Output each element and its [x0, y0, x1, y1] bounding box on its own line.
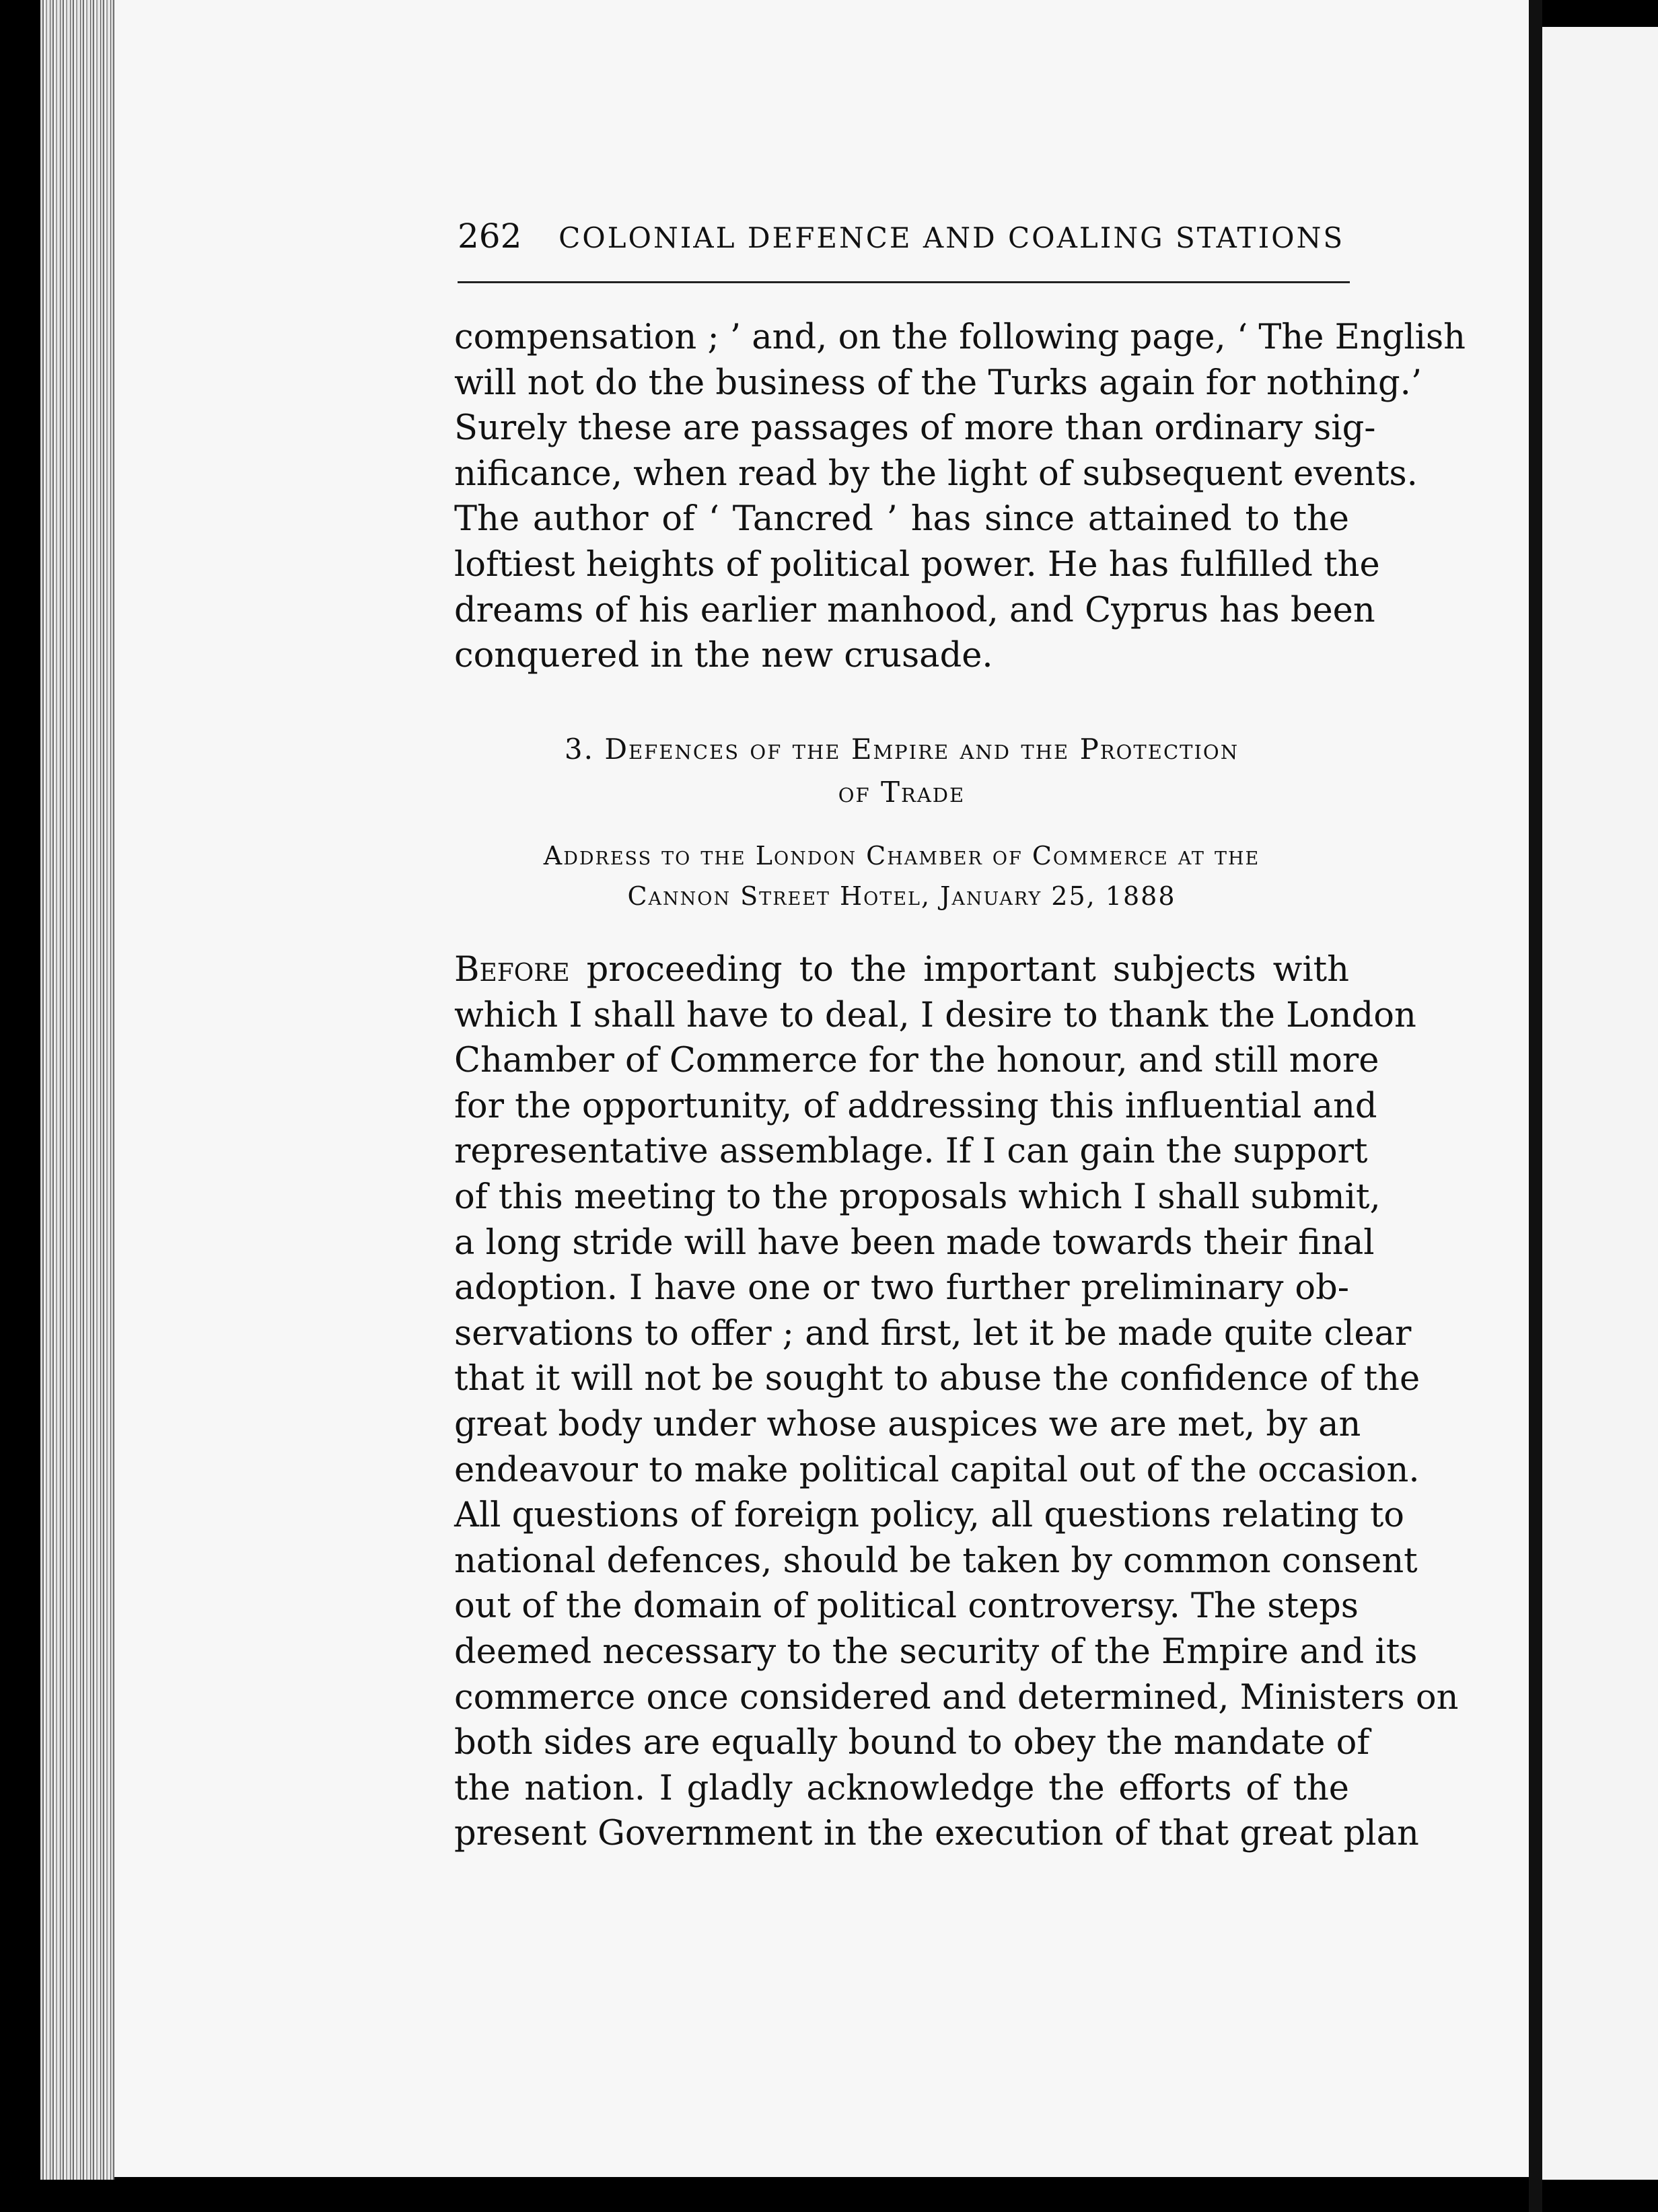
address-heading-line-2: Cannon Street Hotel, January 25, 1888	[627, 881, 1176, 911]
text-line: servations to offer ; and first, let it be made quite clear	[454, 1313, 1412, 1354]
page-gutter	[1529, 0, 1542, 2212]
text-line: endeavour to make political capital out of the occasion.	[454, 1450, 1420, 1490]
address-heading	[454, 836, 1349, 916]
text-line: deemed necessary to the security of the Empire and its	[454, 1631, 1418, 1672]
address-heading-line-1: Address to the London Chamber of Commerce at the	[543, 841, 1260, 871]
text-line: The author of ‘ Tancred ’ has since attained to the	[454, 499, 1349, 540]
first-line-rest: proceeding to the important subjects with	[569, 950, 1349, 990]
section-heading-line-1: 3. Defences of the Empire and the Protection	[564, 733, 1239, 766]
text-line: commerce once considered and determined, Ministers on	[454, 1677, 1459, 1718]
text-line: will not do the business of the Turks again for nothing.’	[454, 363, 1422, 403]
text-line: conquered in the new crusade.	[454, 636, 993, 676]
section-heading	[454, 728, 1349, 814]
text-line: representative assemblage. If I can gain the support	[454, 1132, 1368, 1172]
text-line: out of the domain of political controversy. The steps	[454, 1586, 1359, 1627]
text-line: great body under whose auspices we are met, by an	[454, 1404, 1361, 1444]
text-line: Chamber of Commerce for the honour, and still more	[454, 1041, 1379, 1081]
book-spine-edge	[40, 0, 114, 2180]
text-line: present Government in the execution of that great plan	[454, 1814, 1419, 1854]
text-line-first	[454, 947, 1349, 993]
page-number: 262	[458, 217, 522, 256]
lead-word: Before	[454, 950, 570, 990]
paragraph-1	[454, 315, 1466, 679]
header-rule	[458, 281, 1350, 283]
facing-page-edge	[1542, 27, 1658, 2180]
text-line: both sides are equally bound to obey the mandate of	[454, 1723, 1370, 1763]
text-line: which I shall have to deal, I desire to thank the London	[454, 995, 1416, 1035]
running-title: COLONIAL DEFENCE AND COALING STATIONS	[558, 221, 1345, 254]
text-line: loftiest heights of political power. He has fulfilled the	[454, 544, 1380, 585]
section-heading-line-2: of Trade	[838, 776, 966, 809]
text-line: Surely these are passages of more than ordinary sig-	[454, 408, 1376, 449]
text-line: for the opportunity, of addressing this influential and	[454, 1086, 1377, 1126]
text-line: All questions of foreign policy, all questions relating to	[454, 1496, 1405, 1536]
text-line: dreams of his earlier manhood, and Cyprus has been	[454, 590, 1375, 630]
text-line: the nation. I gladly acknowledge the efforts of the	[454, 1768, 1349, 1808]
paragraph-2	[454, 947, 1459, 1857]
text-line: that it will not be sought to abuse the confidence of the	[454, 1359, 1420, 1399]
text-line: nificance, when read by the light of subsequent events.	[454, 453, 1418, 494]
text-line: national defences, should be taken by common consent	[454, 1541, 1418, 1581]
text-line: of this meeting to the proposals which I shall submit,	[454, 1177, 1381, 1217]
text-line: compensation ; ’ and, on the following page, ‘ The English	[454, 318, 1466, 357]
text-line: a long stride will have been made towards their final	[454, 1222, 1375, 1263]
text-line: adoption. I have one or two further preliminary ob-	[454, 1268, 1349, 1308]
running-head	[458, 217, 1345, 257]
